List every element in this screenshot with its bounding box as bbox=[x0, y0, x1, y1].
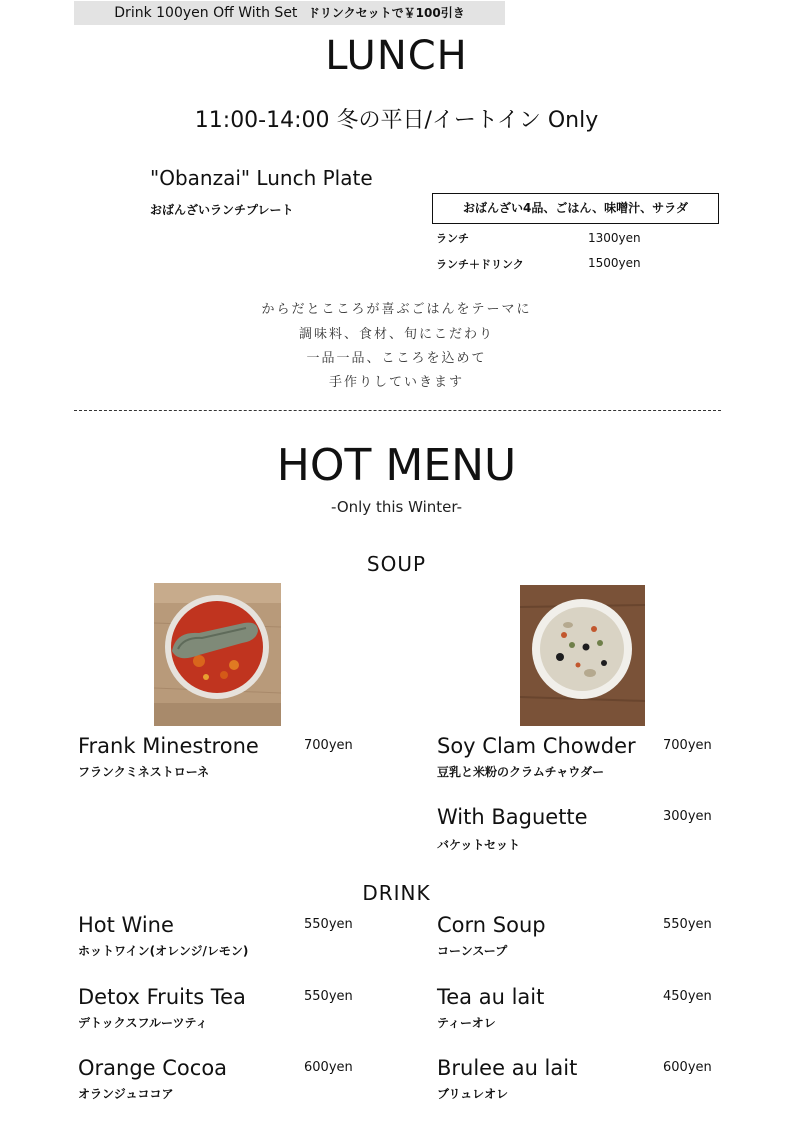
lunch-drink-price-label: ランチ＋ドリンク bbox=[436, 258, 524, 271]
discount-banner bbox=[74, 1, 505, 25]
drink-name-en: Hot Wine bbox=[78, 913, 174, 937]
drink-name-en: Brulee au lait bbox=[437, 1056, 578, 1080]
section-divider bbox=[74, 410, 721, 411]
drink-name-en: Corn Soup bbox=[437, 913, 546, 937]
drink-heading: DRINK bbox=[362, 881, 431, 905]
soup-name-jp: 豆乳と米粉のクラムチャウダー bbox=[437, 765, 605, 779]
tagline-line: 手作りしていきます bbox=[328, 375, 464, 390]
drink-name-en: Tea au lait bbox=[437, 985, 545, 1009]
drink-price: 550yen bbox=[304, 917, 353, 932]
lunch-price-value: 1300yen bbox=[588, 231, 641, 245]
soup-name-en: Frank Minestrone bbox=[78, 734, 259, 758]
drink-price: 600yen bbox=[663, 1060, 712, 1075]
soup-name-en: Soy Clam Chowder bbox=[437, 734, 636, 758]
tagline-line: 一品一品、こころを込めて bbox=[306, 351, 487, 366]
lunch-price-label: ランチ bbox=[436, 232, 469, 245]
drink-price: 550yen bbox=[663, 917, 712, 932]
plate-name-en: "Obanzai" Lunch Plate bbox=[150, 166, 373, 190]
lunch-drink-price-value: 1500yen bbox=[588, 256, 641, 270]
plate-contents-box: おばんざい4品、ごはん、味噌汁、サラダ bbox=[432, 193, 719, 224]
hot-menu-subtitle: -Only this Winter- bbox=[330, 498, 462, 516]
drink-price: 600yen bbox=[304, 1060, 353, 1075]
minestrone-photo bbox=[154, 583, 281, 726]
drink-name-jp: デトックスフルーツティ bbox=[78, 1016, 208, 1030]
soup-price: 700yen bbox=[663, 738, 712, 753]
tagline-line: 調味料、食材、旬にこだわり bbox=[298, 327, 494, 342]
tagline-line: からだとこころが喜ぶごはんをテーマに bbox=[261, 302, 532, 317]
plate-name-jp: おばんざいランチプレート bbox=[150, 203, 294, 217]
clam-chowder-photo bbox=[520, 585, 645, 726]
minestrone-image bbox=[154, 583, 281, 726]
lunch-title: LUNCH bbox=[325, 33, 468, 79]
soup-price: 700yen bbox=[304, 738, 353, 753]
drink-name-jp: ホットワイン(オレンジ/レモン) bbox=[78, 944, 249, 958]
drink-price: 550yen bbox=[304, 989, 353, 1004]
soup-price: 300yen bbox=[663, 809, 712, 824]
drink-price: 450yen bbox=[663, 989, 712, 1004]
soup-heading: SOUP bbox=[366, 552, 427, 576]
drink-name-jp: ブリュレオレ bbox=[437, 1087, 509, 1101]
drink-name-en: Orange Cocoa bbox=[78, 1056, 228, 1080]
soup-name-jp: フランクミネストローネ bbox=[78, 765, 210, 779]
soup-name-en: With Baguette bbox=[437, 805, 588, 829]
banner-text-jp: ドリンクセットで￥100引き bbox=[307, 6, 465, 20]
lunch-hours: 11:00-14:00 冬の平日/イートイン Only bbox=[194, 108, 599, 133]
clam-chowder-image bbox=[520, 585, 645, 726]
drink-name-jp: コーンスープ bbox=[437, 944, 508, 958]
hot-menu-title: HOT MENU bbox=[276, 440, 517, 491]
drink-name-jp: オランジュココア bbox=[78, 1087, 174, 1101]
soup-name-jp: バケットセット bbox=[437, 838, 521, 852]
drink-name-en: Detox Fruits Tea bbox=[78, 985, 246, 1009]
drink-name-jp: ティーオレ bbox=[437, 1016, 496, 1030]
banner-text-en: Drink 100yen Off With Set bbox=[114, 5, 298, 21]
